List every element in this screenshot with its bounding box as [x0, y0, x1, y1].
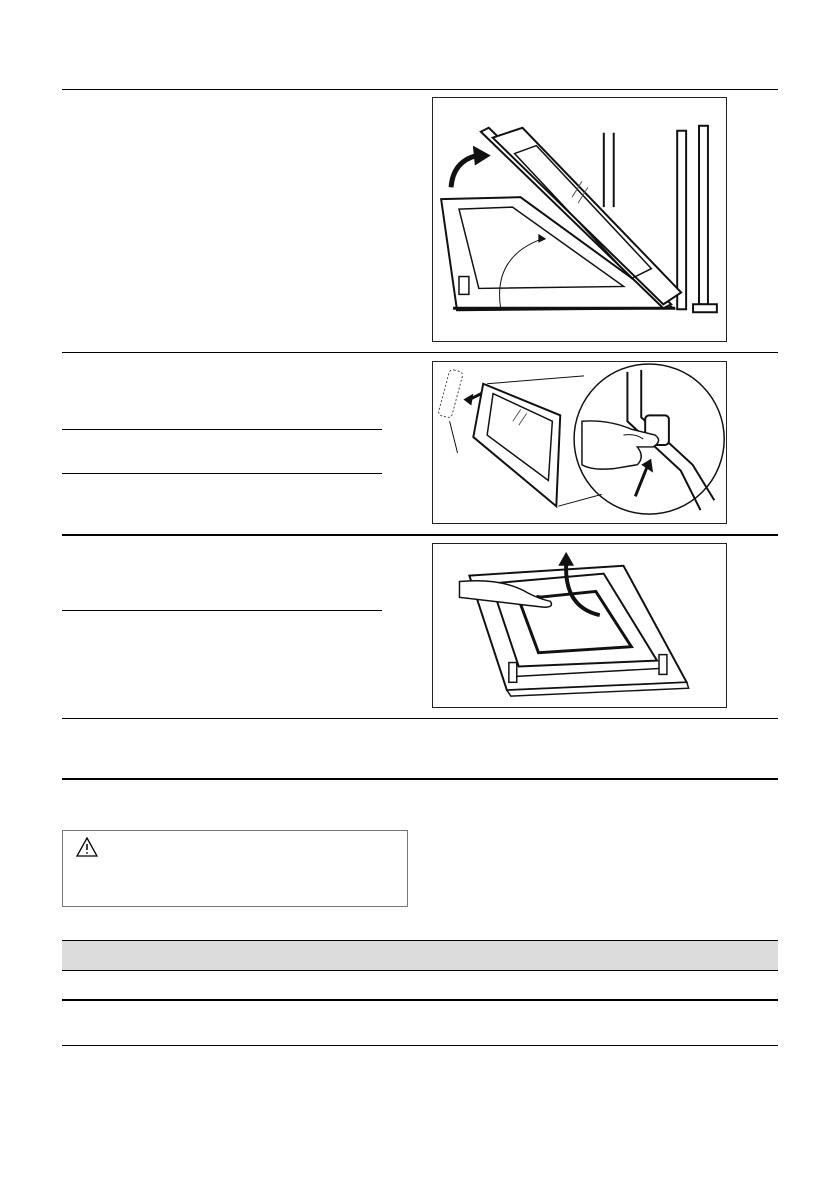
table-header-row: [62, 940, 778, 971]
warning-box: [62, 830, 408, 907]
warning-triangle-icon: [76, 837, 98, 857]
step-divider-2: [62, 534, 778, 536]
substep-divider-1: [62, 429, 382, 430]
door-hinge-lock-hand-illustration: [432, 361, 727, 524]
top-rule: [62, 89, 778, 90]
door-glass-panel-lift-illustration: [432, 543, 727, 708]
door-hinge-lock-hand-icon: [433, 362, 726, 523]
door-glass-panel-lift-icon: [433, 544, 726, 707]
step-divider-1: [62, 352, 778, 353]
substep-divider-3: [62, 610, 382, 611]
table-row-divider: [62, 999, 778, 1001]
step-divider-4: [62, 778, 778, 780]
step-divider-3: [62, 718, 778, 719]
substep-divider-2: [62, 473, 382, 474]
table-bottom-rule: [62, 1045, 778, 1046]
oven-door-tilt-open-icon: [433, 98, 726, 341]
oven-door-tilt-open-illustration: [432, 97, 727, 342]
